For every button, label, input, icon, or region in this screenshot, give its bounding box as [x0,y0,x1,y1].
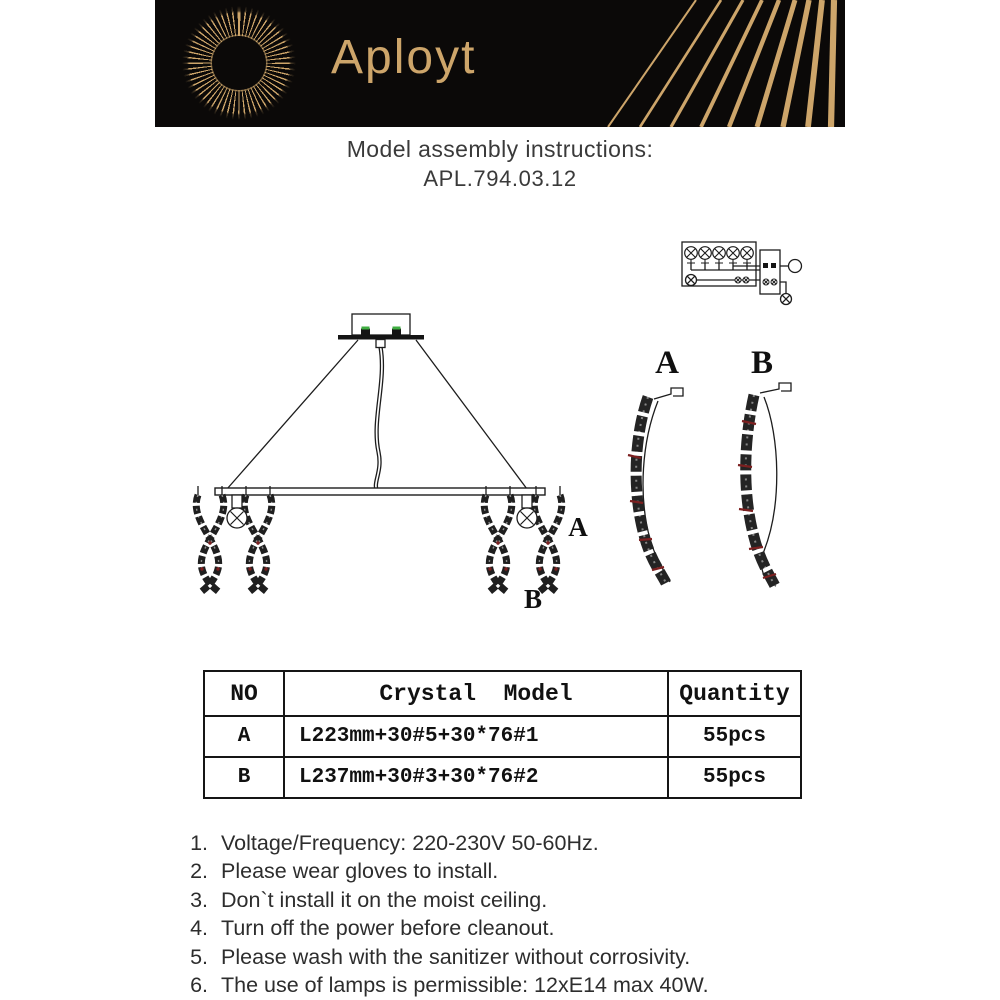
instruction-item [178,886,888,914]
detail-label-a: A [655,345,679,381]
instruction-text: Please wash with the sanitizer without corrosivity. [221,944,691,969]
decorative-rays [600,0,845,127]
screw-indicator [393,327,401,330]
instruction-number: 1. [190,831,208,855]
title-block [0,136,1000,192]
frame-bar [215,488,545,495]
instruction-number: 3. [190,887,208,912]
wire-connector-icon [743,277,749,283]
instruction-number: 2. [190,859,208,884]
crystal-detail-diagram [612,333,822,623]
instruction-text: Turn off the power before cleanout. [221,916,555,941]
parts-table [203,670,802,799]
instruction-number: 6. [190,973,208,998]
crystal-cluster [534,486,562,592]
chandelier-diagram [175,300,605,630]
row-b-model: L237mm+30#3+30*76#2 [284,757,668,798]
table-row [204,757,801,798]
instructions-list [178,829,888,999]
row-b-quantity: 55pcs [668,757,801,798]
crystal-cluster [244,486,272,592]
detail-label-b: B [750,345,774,381]
crystal-strand-b [738,383,791,586]
instruction-number: 4. [190,916,208,941]
instruction-item [178,829,888,857]
header-no: NO [204,671,284,716]
brand-logo [181,5,297,121]
row-a-quantity: 55pcs [668,716,801,757]
instruction-item [178,857,888,885]
instruction-text: Please wear gloves to install. [221,859,499,884]
page-title: Model assembly instructions: [346,136,654,162]
table-header-row [204,671,801,716]
terminal-block [760,250,780,294]
row-a-model: L223mm+30#5+30*76#1 [284,716,668,757]
ceiling-hook-symbol [789,260,802,273]
instruction-item [178,914,888,942]
crystal-cluster [196,486,224,592]
instruction-text: Voltage/Frequency: 220-230V 50-60Hz. [221,831,599,855]
instruction-text: The use of lamps is permissible: 12xE14 max 40W. [221,973,709,998]
instruction-item [178,943,888,971]
wire-connector-icon [735,277,741,283]
model-number: APL.794.03.12 [423,166,577,191]
crystal-strand-a [628,388,683,583]
sunburst-core [212,36,266,90]
crystal-cluster [484,486,512,592]
header-quantity: Quantity [668,671,801,716]
instruction-text: Don`t install it on the moist ceiling. [221,887,548,912]
wiring-diagram [676,230,808,310]
ceiling-canopy [338,314,424,348]
overview-label-b: B [523,584,543,614]
overview-label-a: A [568,512,588,542]
brand-wordmark: Aployt [331,31,477,84]
table-row [204,716,801,757]
row-b-no: B [204,757,284,798]
header-model: Crystal Model [284,671,668,716]
screw-indicator [362,327,370,330]
power-cable [374,347,380,490]
instruction-number: 5. [190,944,208,969]
instruction-item [178,971,888,999]
brand-header-band [155,0,845,127]
row-a-no: A [204,716,284,757]
